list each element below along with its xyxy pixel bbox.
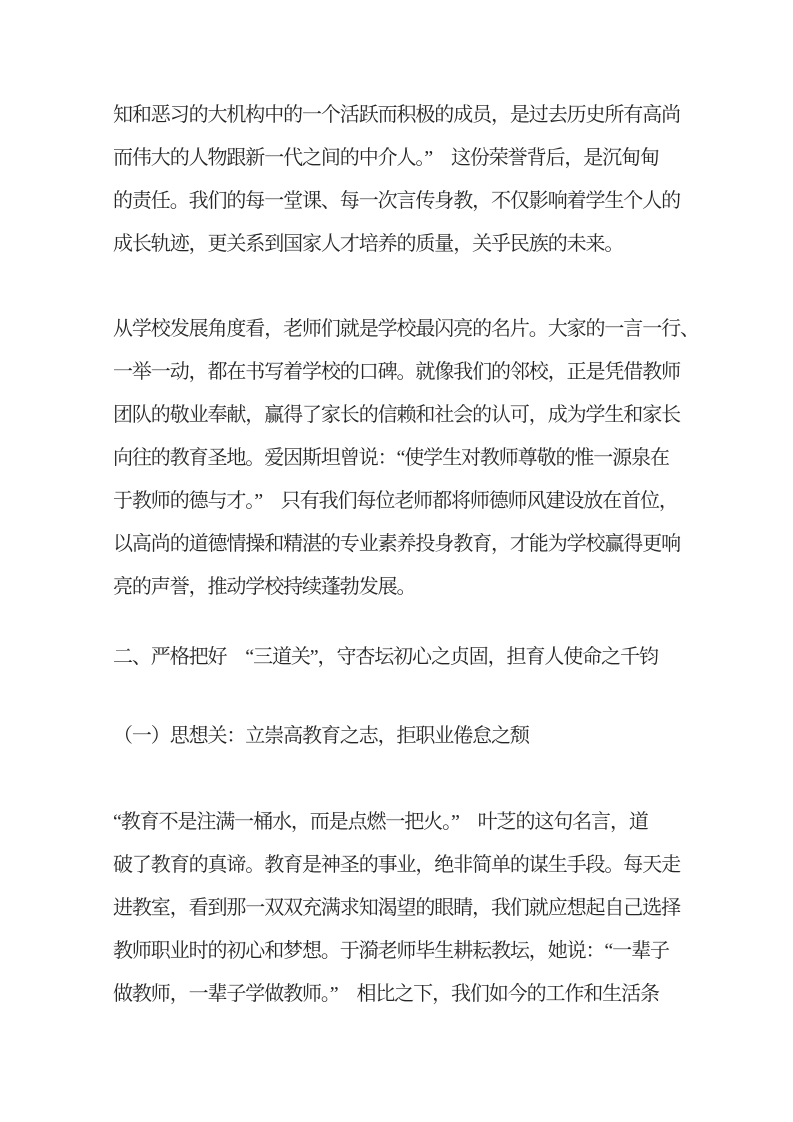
text-line: 的责任。我们的每一堂课、每一次言传身教，不仅影响着学生个人的 — [113, 190, 680, 212]
paragraph-1 — [113, 94, 680, 266]
text-line: 做教师，一辈子学做教师。” 相比之下，我们如今的工作和生活条 — [113, 983, 659, 1005]
section-heading — [113, 636, 680, 679]
subsection-heading — [113, 715, 680, 758]
text-line: 以高尚的道德情操和精湛的专业素养投身教育，才能为学校赢得更响 — [113, 533, 680, 555]
text-line: 从学校发展角度看，老师们就是学校最闪亮的名片。大家的一言一行、 — [113, 318, 699, 340]
text-line: 二、严格把好 “三道关”，守杏坛初心之贞固，担育人使命之千钧 — [113, 646, 658, 668]
paragraph-2 — [113, 308, 699, 609]
text-line: “教育不是注满一桶水，而是点燃一把火。” 叶芝的这句名言，道 — [113, 811, 648, 833]
text-line: 成长轨迹，更关系到国家人才培养的质量，关乎民族的未来。 — [113, 233, 624, 255]
text-line: 一举一动，都在书写着学校的口碑。就像我们的邻校，正是凭借教师 — [113, 361, 680, 383]
text-line: 向往的教育圣地。爱因斯坦曾说：“使学生对教师尊敬的惟一源泉在 — [113, 447, 669, 469]
text-line: 进教室，看到那一双双充满求知渴望的眼睛，我们就应想起自己选择 — [113, 897, 680, 919]
text-line: 于教师的德与才。” 只有我们每位老师都将师德师风建设放在首位， — [113, 490, 678, 512]
text-line: 团队的敬业奉献，赢得了家长的信赖和社会的认可，成为学生和家长 — [113, 404, 680, 426]
paragraph-3 — [113, 801, 680, 1016]
text-line: 破了教育的真谛。教育是神圣的事业，绝非简单的谋生手段。每天走 — [113, 854, 680, 876]
text-line: 知和恶习的大机构中的一个活跃而积极的成员，是过去历史所有高尚 — [113, 104, 680, 126]
text-line: 而伟大的人物跟新一代之间的中介人。” 这份荣誉背后，是沉甸甸 — [113, 147, 659, 169]
text-line: 亮的声誉，推动学校持续蓬勃发展。 — [113, 576, 416, 598]
text-line: 教师职业时的初心和梦想。于漪老师毕生耕耘教坛，她说：“一辈子 — [113, 940, 669, 962]
text-line: （一）思想关：立崇高教育之志，拒职业倦怠之颓 — [113, 725, 529, 747]
